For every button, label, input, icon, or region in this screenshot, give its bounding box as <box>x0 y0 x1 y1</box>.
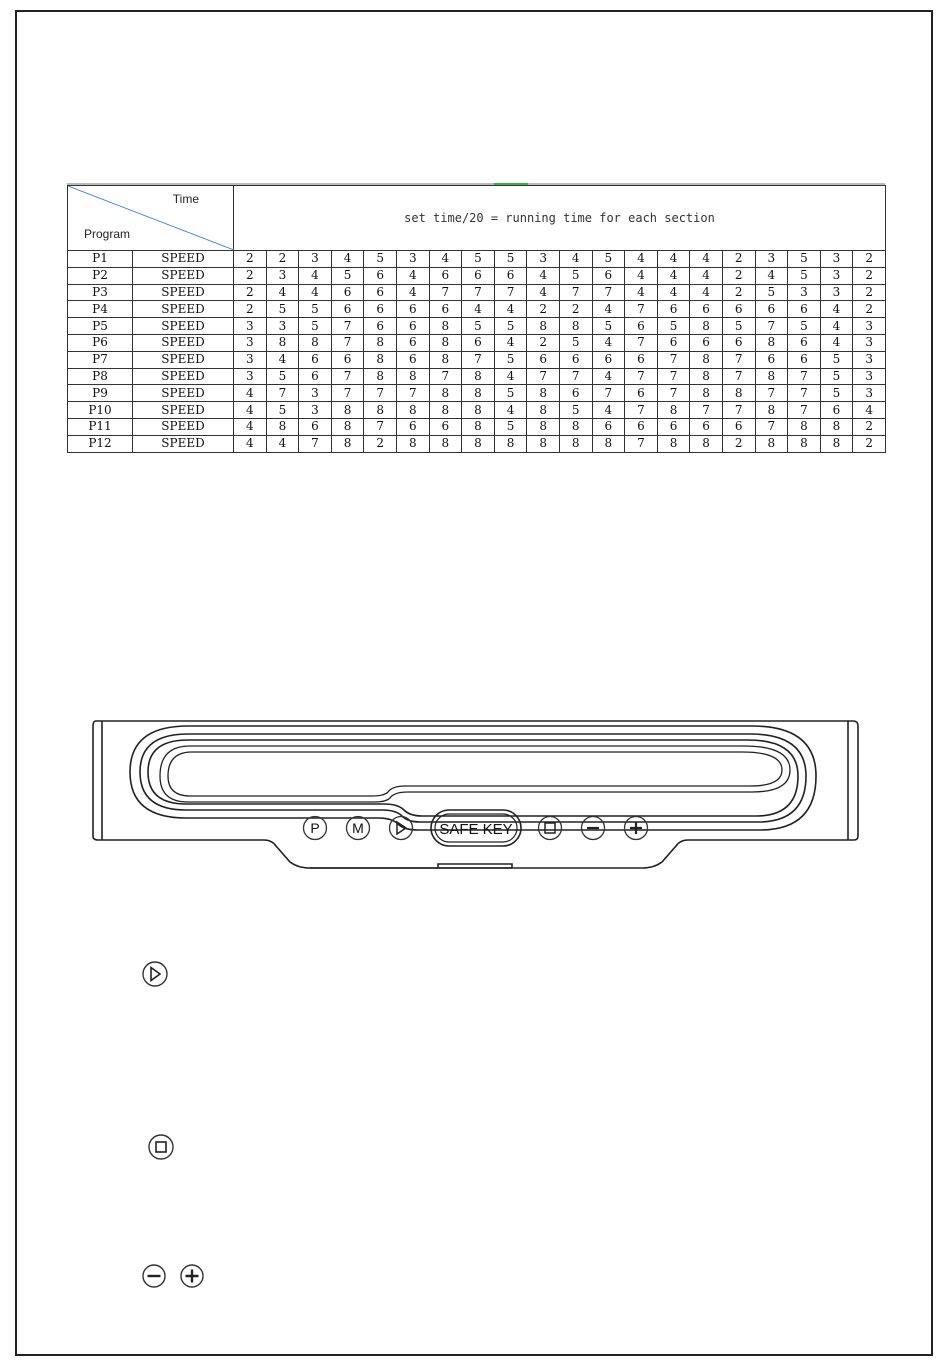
speed-value-cell: 3 <box>755 251 788 268</box>
table-row <box>68 284 886 301</box>
speed-value-cell: 7 <box>722 351 755 368</box>
speed-value-cell: 5 <box>820 351 853 368</box>
speed-value-cell: 4 <box>494 402 527 419</box>
table-header-row <box>68 186 886 251</box>
speed-value-cell: 7 <box>755 385 788 402</box>
speed-value-cell: 2 <box>234 251 267 268</box>
speed-value-cell: 6 <box>429 418 462 435</box>
speed-value-cell: 4 <box>625 251 658 268</box>
speed-value-cell: 6 <box>462 334 495 351</box>
speed-value-cell: 8 <box>331 402 364 419</box>
speed-value-cell: 3 <box>299 385 332 402</box>
speed-value-cell: 6 <box>788 301 821 318</box>
speed-value-cell: 4 <box>527 267 560 284</box>
speed-value-cell: 2 <box>234 267 267 284</box>
speed-value-cell: 2 <box>722 251 755 268</box>
speed-value-cell: 6 <box>299 418 332 435</box>
speed-value-cell: 5 <box>364 251 397 268</box>
speed-value-cell: 6 <box>559 351 592 368</box>
speed-value-cell: 3 <box>853 368 886 385</box>
speed-value-cell: 6 <box>690 418 723 435</box>
speed-value-cell: 7 <box>722 368 755 385</box>
speed-value-cell: 6 <box>657 334 690 351</box>
speed-value-cell: 5 <box>788 318 821 335</box>
speed-value-cell: 2 <box>853 418 886 435</box>
speed-value-cell: 4 <box>820 318 853 335</box>
speed-value-cell: 3 <box>266 267 299 284</box>
speed-value-cell: 6 <box>429 267 462 284</box>
speed-value-cell: 7 <box>657 351 690 368</box>
speed-label-cell: SPEED <box>133 334 234 351</box>
table-row <box>68 251 886 268</box>
table-corner-cell <box>68 186 234 251</box>
speed-value-cell: 6 <box>364 318 397 335</box>
speed-value-cell: 7 <box>364 418 397 435</box>
speed-value-cell: 6 <box>364 267 397 284</box>
speed-value-cell: 8 <box>559 318 592 335</box>
speed-value-cell: 8 <box>755 334 788 351</box>
speed-value-cell: 5 <box>592 251 625 268</box>
treadmill-console <box>92 718 860 870</box>
speed-value-cell: 2 <box>234 284 267 301</box>
speed-value-cell: 8 <box>527 318 560 335</box>
stop-icon-button[interactable] <box>539 817 562 840</box>
speed-value-cell: 7 <box>494 284 527 301</box>
speed-value-cell: 4 <box>299 267 332 284</box>
speed-value-cell: 7 <box>429 284 462 301</box>
speed-label-cell: SPEED <box>133 385 234 402</box>
speed-label-cell: SPEED <box>133 301 234 318</box>
speed-value-cell: 4 <box>592 301 625 318</box>
speed-value-cell: 6 <box>690 301 723 318</box>
speed-value-cell: 5 <box>266 301 299 318</box>
speed-value-cell: 4 <box>494 368 527 385</box>
speed-value-cell: 8 <box>690 385 723 402</box>
speed-value-cell: 5 <box>462 318 495 335</box>
speed-value-cell: 4 <box>429 251 462 268</box>
speed-label-cell: SPEED <box>133 351 234 368</box>
speed-value-cell: 6 <box>788 334 821 351</box>
speed-value-cell: 8 <box>690 351 723 368</box>
speed-value-cell: 4 <box>266 351 299 368</box>
speed-value-cell: 7 <box>657 385 690 402</box>
stop-icon <box>545 823 555 833</box>
program-cell: P5 <box>68 318 133 335</box>
speed-value-cell: 8 <box>527 435 560 452</box>
speed-value-cell: 3 <box>853 385 886 402</box>
speed-value-cell: 8 <box>657 435 690 452</box>
speed-value-cell: 8 <box>788 435 821 452</box>
speed-value-cell: 8 <box>331 435 364 452</box>
speed-value-cell: 6 <box>625 385 658 402</box>
speed-value-cell: 6 <box>331 351 364 368</box>
table-row <box>68 435 886 452</box>
speed-value-cell: 3 <box>266 318 299 335</box>
speed-value-cell: 7 <box>364 385 397 402</box>
speed-value-cell: 6 <box>625 418 658 435</box>
speed-value-cell: 4 <box>494 301 527 318</box>
program-cell: P3 <box>68 284 133 301</box>
speed-value-cell: 8 <box>820 418 853 435</box>
speed-value-cell: 5 <box>788 267 821 284</box>
play-icon <box>397 822 406 834</box>
table-row <box>68 418 886 435</box>
speed-value-cell: 5 <box>559 402 592 419</box>
speed-value-cell: 4 <box>266 435 299 452</box>
speed-value-cell: 4 <box>592 368 625 385</box>
speed-value-cell: 4 <box>462 301 495 318</box>
speed-label-cell: SPEED <box>133 267 234 284</box>
speed-value-cell: 8 <box>559 418 592 435</box>
speed-label-cell: SPEED <box>133 284 234 301</box>
speed-value-cell: 2 <box>722 435 755 452</box>
speed-value-cell: 4 <box>234 435 267 452</box>
table-row <box>68 351 886 368</box>
speed-value-cell: 6 <box>722 334 755 351</box>
speed-value-cell: 6 <box>429 301 462 318</box>
speed-value-cell: 7 <box>755 318 788 335</box>
speed-label-cell: SPEED <box>133 318 234 335</box>
speed-label-cell: SPEED <box>133 402 234 419</box>
speed-value-cell: 4 <box>527 284 560 301</box>
table-row <box>68 301 886 318</box>
legend-stop-icon <box>146 1132 176 1166</box>
speed-value-cell: 7 <box>331 368 364 385</box>
program-cell: P6 <box>68 334 133 351</box>
speed-value-cell: 8 <box>690 368 723 385</box>
speed-value-cell: 3 <box>234 334 267 351</box>
program-cell: P7 <box>68 351 133 368</box>
speed-value-cell: 7 <box>625 435 658 452</box>
speed-value-cell: 8 <box>429 318 462 335</box>
speed-value-cell: 5 <box>494 351 527 368</box>
speed-value-cell: 7 <box>625 301 658 318</box>
program-cell: P10 <box>68 402 133 419</box>
speed-value-cell: 7 <box>657 368 690 385</box>
speed-value-cell: 8 <box>462 418 495 435</box>
speed-value-cell: 5 <box>722 318 755 335</box>
speed-value-cell: 6 <box>625 351 658 368</box>
speed-value-cell: 5 <box>494 251 527 268</box>
speed-value-cell: 6 <box>820 402 853 419</box>
speed-label-cell: SPEED <box>133 368 234 385</box>
speed-value-cell: 4 <box>820 334 853 351</box>
speed-value-cell: 6 <box>657 301 690 318</box>
speed-value-cell: 5 <box>462 251 495 268</box>
speed-value-cell: 8 <box>396 402 429 419</box>
legend-minus-icon <box>140 1262 168 1294</box>
speed-value-cell: 7 <box>625 402 658 419</box>
plus-icon <box>630 822 642 834</box>
speed-value-cell: 2 <box>853 435 886 452</box>
speed-value-cell: 2 <box>722 267 755 284</box>
speed-value-cell: 7 <box>396 385 429 402</box>
speed-value-cell: 4 <box>690 267 723 284</box>
speed-value-cell: 7 <box>625 368 658 385</box>
speed-label-cell: SPEED <box>133 435 234 452</box>
speed-value-cell: 6 <box>299 351 332 368</box>
speed-value-cell: 7 <box>559 284 592 301</box>
speed-value-cell: 6 <box>331 284 364 301</box>
speed-value-cell: 6 <box>592 351 625 368</box>
speed-value-cell: 5 <box>657 318 690 335</box>
speed-value-cell: 4 <box>396 267 429 284</box>
program-cell: P12 <box>68 435 133 452</box>
speed-value-cell: 3 <box>820 251 853 268</box>
speed-value-cell: 4 <box>396 284 429 301</box>
safe-key-label: SAFE KEY <box>439 821 513 838</box>
speed-value-cell: 2 <box>527 301 560 318</box>
speed-value-cell: 8 <box>462 435 495 452</box>
speed-value-cell: 8 <box>788 418 821 435</box>
speed-value-cell: 5 <box>299 318 332 335</box>
speed-value-cell: 7 <box>788 402 821 419</box>
speed-value-cell: 4 <box>657 251 690 268</box>
play-icon-button[interactable] <box>390 817 413 840</box>
speed-value-cell: 6 <box>396 351 429 368</box>
speed-value-cell: 8 <box>527 402 560 419</box>
speed-value-cell: 4 <box>625 267 658 284</box>
speed-value-cell: 8 <box>364 351 397 368</box>
minus-icon-button[interactable] <box>582 817 605 840</box>
speed-value-cell: 8 <box>462 368 495 385</box>
speed-value-cell: 2 <box>364 435 397 452</box>
speed-value-cell: 4 <box>853 402 886 419</box>
speed-value-cell: 5 <box>331 267 364 284</box>
speed-value-cell: 6 <box>722 301 755 318</box>
legend-plus-icon <box>178 1262 206 1294</box>
corner-program-label: Program <box>84 227 131 241</box>
speed-value-cell: 6 <box>396 301 429 318</box>
speed-value-cell: 6 <box>690 334 723 351</box>
speed-value-cell: 2 <box>853 301 886 318</box>
speed-value-cell: 7 <box>592 284 625 301</box>
speed-value-cell: 8 <box>396 435 429 452</box>
speed-value-cell: 5 <box>755 284 788 301</box>
speed-value-cell: 2 <box>559 301 592 318</box>
speed-value-cell: 7 <box>592 385 625 402</box>
speed-value-cell: 7 <box>266 385 299 402</box>
speed-value-cell: 4 <box>234 418 267 435</box>
speed-value-cell: 4 <box>592 402 625 419</box>
speed-value-cell: 6 <box>494 267 527 284</box>
speed-value-cell: 3 <box>396 251 429 268</box>
speed-value-cell: 8 <box>266 334 299 351</box>
speed-value-cell: 6 <box>592 267 625 284</box>
speed-value-cell: 8 <box>527 385 560 402</box>
speed-value-cell: 5 <box>592 318 625 335</box>
speed-value-cell: 8 <box>559 435 592 452</box>
speed-label-cell: SPEED <box>133 418 234 435</box>
speed-value-cell: 2 <box>266 251 299 268</box>
letter-m-button[interactable] <box>347 817 370 840</box>
speed-value-cell: 7 <box>690 402 723 419</box>
speed-value-cell: 5 <box>788 251 821 268</box>
speed-value-cell: 6 <box>396 418 429 435</box>
speed-value-cell: 8 <box>396 368 429 385</box>
speed-value-cell: 8 <box>462 385 495 402</box>
speed-value-cell: 4 <box>690 251 723 268</box>
speed-value-cell: 8 <box>364 334 397 351</box>
speed-value-cell: 7 <box>462 351 495 368</box>
speed-value-cell: 6 <box>657 418 690 435</box>
speed-value-cell: 3 <box>527 251 560 268</box>
legend-play-icon <box>140 959 170 993</box>
speed-value-cell: 8 <box>657 402 690 419</box>
speed-value-cell: 5 <box>494 385 527 402</box>
speed-value-cell: 3 <box>299 251 332 268</box>
speed-value-cell: 5 <box>494 418 527 435</box>
speed-value-cell: 8 <box>820 435 853 452</box>
table-header-text: set time/20 = running time for each section <box>234 186 886 251</box>
speed-value-cell: 8 <box>494 435 527 452</box>
speed-value-cell: 6 <box>396 334 429 351</box>
table-row <box>68 267 886 284</box>
table-row <box>68 368 886 385</box>
speed-value-cell: 2 <box>853 251 886 268</box>
speed-value-cell: 2 <box>853 284 886 301</box>
speed-value-cell: 6 <box>331 301 364 318</box>
speed-value-cell: 8 <box>429 385 462 402</box>
speed-value-cell: 8 <box>429 402 462 419</box>
speed-value-cell: 7 <box>788 385 821 402</box>
speed-value-cell: 8 <box>331 418 364 435</box>
speed-value-cell: 4 <box>657 284 690 301</box>
program-cell: P2 <box>68 267 133 284</box>
speed-value-cell: 3 <box>234 318 267 335</box>
speed-value-cell: 4 <box>559 251 592 268</box>
speed-value-cell: 2 <box>722 284 755 301</box>
speed-value-cell: 4 <box>234 385 267 402</box>
speed-value-cell: 3 <box>853 318 886 335</box>
speed-value-cell: 8 <box>429 435 462 452</box>
speed-value-cell: 3 <box>820 284 853 301</box>
program-cell: P9 <box>68 385 133 402</box>
speed-value-cell: 6 <box>559 385 592 402</box>
speed-value-cell: 8 <box>690 435 723 452</box>
speed-value-cell: 2 <box>853 267 886 284</box>
speed-value-cell: 3 <box>234 368 267 385</box>
speed-value-cell: 7 <box>625 334 658 351</box>
speed-value-cell: 2 <box>527 334 560 351</box>
speed-value-cell: 8 <box>690 318 723 335</box>
speed-value-cell: 4 <box>331 251 364 268</box>
speed-value-cell: 6 <box>299 368 332 385</box>
speed-value-cell: 8 <box>364 368 397 385</box>
program-cell: P1 <box>68 251 133 268</box>
speed-value-cell: 7 <box>462 284 495 301</box>
speed-value-cell: 6 <box>625 318 658 335</box>
speed-value-cell: 4 <box>494 334 527 351</box>
program-cell: P4 <box>68 301 133 318</box>
speed-value-cell: 5 <box>494 318 527 335</box>
speed-value-cell: 4 <box>299 284 332 301</box>
speed-value-cell: 8 <box>592 435 625 452</box>
speed-value-cell: 4 <box>234 402 267 419</box>
speed-value-cell: 6 <box>396 318 429 335</box>
speed-value-cell: 8 <box>462 402 495 419</box>
speed-value-cell: 5 <box>559 334 592 351</box>
plus-icon-button[interactable] <box>625 817 648 840</box>
speed-value-cell: 4 <box>625 284 658 301</box>
speed-value-cell: 3 <box>788 284 821 301</box>
corner-time-label: Time <box>172 192 199 206</box>
speed-value-cell: 8 <box>755 368 788 385</box>
speed-value-cell: 7 <box>299 435 332 452</box>
speed-value-cell: 7 <box>788 368 821 385</box>
speed-value-cell: 5 <box>266 368 299 385</box>
button-label: M <box>352 820 364 836</box>
speed-value-cell: 8 <box>755 435 788 452</box>
speed-value-cell: 5 <box>820 368 853 385</box>
speed-value-cell: 6 <box>364 301 397 318</box>
speed-value-cell: 8 <box>364 402 397 419</box>
speed-value-cell: 4 <box>592 334 625 351</box>
speed-value-cell: 7 <box>722 402 755 419</box>
button-label: P <box>310 820 320 836</box>
speed-value-cell: 6 <box>722 418 755 435</box>
speed-value-cell: 2 <box>234 301 267 318</box>
speed-value-cell: 7 <box>331 385 364 402</box>
speed-value-cell: 3 <box>820 267 853 284</box>
speed-value-cell: 6 <box>755 351 788 368</box>
program-speed-table <box>67 185 886 453</box>
speed-value-cell: 6 <box>755 301 788 318</box>
speed-value-cell: 6 <box>527 351 560 368</box>
speed-value-cell: 7 <box>755 418 788 435</box>
table-row <box>68 385 886 402</box>
speed-value-cell: 7 <box>331 334 364 351</box>
speed-value-cell: 6 <box>788 351 821 368</box>
speed-value-cell: 6 <box>592 418 625 435</box>
speed-value-cell: 8 <box>429 351 462 368</box>
speed-value-cell: 5 <box>820 385 853 402</box>
speed-value-cell: 8 <box>429 334 462 351</box>
speed-value-cell: 8 <box>299 334 332 351</box>
speed-value-cell: 8 <box>722 385 755 402</box>
speed-value-cell: 3 <box>853 351 886 368</box>
speed-label-cell: SPEED <box>133 251 234 268</box>
speed-value-cell: 5 <box>299 301 332 318</box>
program-cell: P8 <box>68 368 133 385</box>
table-row <box>68 402 886 419</box>
speed-value-cell: 8 <box>266 418 299 435</box>
speed-value-cell: 5 <box>559 267 592 284</box>
speed-value-cell: 7 <box>331 318 364 335</box>
speed-value-cell: 6 <box>364 284 397 301</box>
table-row <box>68 318 886 335</box>
speed-value-cell: 7 <box>527 368 560 385</box>
letter-p-button[interactable] <box>304 817 327 840</box>
speed-value-cell: 4 <box>657 267 690 284</box>
speed-value-cell: 6 <box>462 267 495 284</box>
speed-value-cell: 7 <box>429 368 462 385</box>
speed-value-cell: 7 <box>559 368 592 385</box>
speed-value-cell: 3 <box>234 351 267 368</box>
speed-value-cell: 4 <box>266 284 299 301</box>
speed-value-cell: 4 <box>820 301 853 318</box>
program-cell: P11 <box>68 418 133 435</box>
table-row <box>68 334 886 351</box>
speed-value-cell: 3 <box>853 334 886 351</box>
speed-value-cell: 3 <box>299 402 332 419</box>
speed-value-cell: 8 <box>527 418 560 435</box>
speed-value-cell: 4 <box>690 284 723 301</box>
speed-value-cell: 5 <box>266 402 299 419</box>
speed-value-cell: 8 <box>755 402 788 419</box>
speed-value-cell: 4 <box>755 267 788 284</box>
